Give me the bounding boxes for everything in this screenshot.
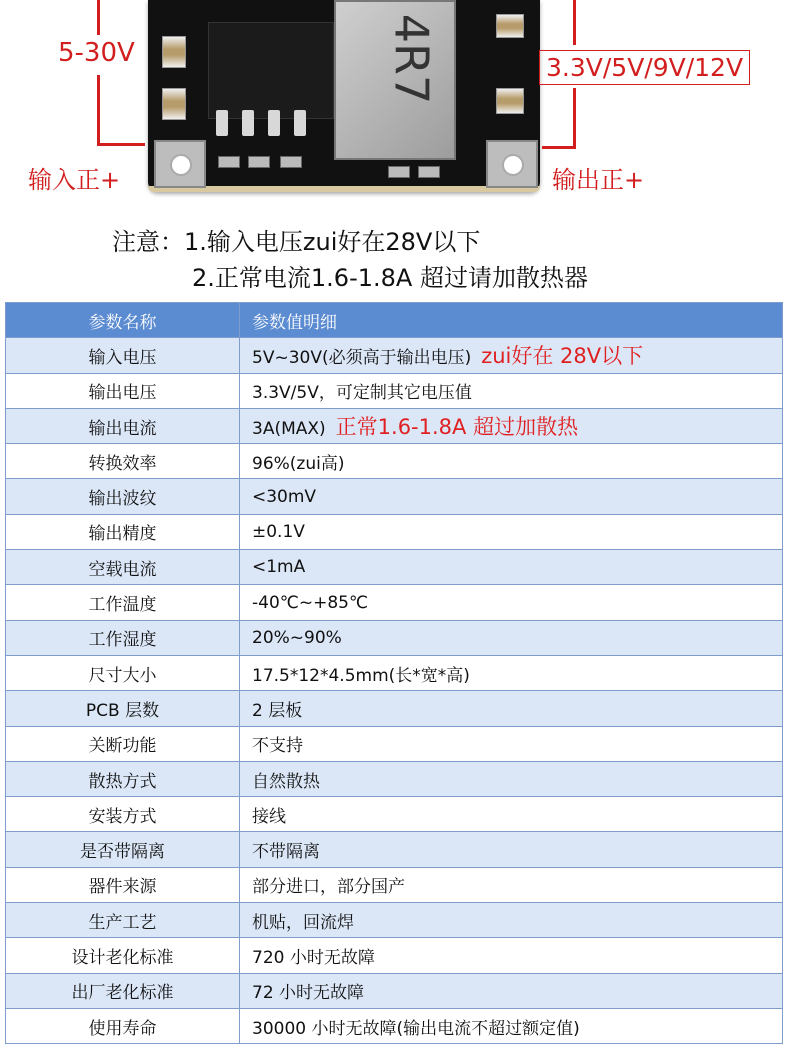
input-positive-label: 输入正+: [28, 166, 121, 194]
param-value-cell: [240, 726, 783, 761]
table-row: [6, 408, 783, 443]
input-pad: [154, 140, 206, 188]
table-row: [6, 338, 783, 373]
param-name: 尺寸大小: [6, 655, 240, 690]
param-name: 是否带隔离: [6, 832, 240, 867]
param-value: <1mA: [252, 557, 306, 578]
param-value: 30000 小时无故障(输出电流不超过额定值): [252, 1018, 580, 1039]
output-positive-label: 输出正+: [552, 166, 645, 194]
param-name: 输入电压: [6, 338, 240, 373]
param-name: 安装方式: [6, 797, 240, 832]
param-name: PCB 层数: [6, 691, 240, 726]
param-value-cell: [240, 408, 783, 443]
param-value-cell: [240, 761, 783, 796]
table-row: [6, 1008, 783, 1043]
note-line-1: 注意：1.输入电压zui好在28V以下: [112, 228, 481, 256]
param-name: 输出电压: [6, 373, 240, 408]
param-name: 空载电流: [6, 550, 240, 585]
param-value-cell: [240, 832, 783, 867]
table-row: [6, 620, 783, 655]
param-value-cell: [240, 620, 783, 655]
output-capacitor: [496, 14, 524, 38]
input-range-line: [97, 0, 100, 35]
param-value: 20%~90%: [252, 627, 342, 648]
smd-resistor: [280, 156, 302, 168]
param-name: 关断功能: [6, 726, 240, 761]
param-value-cell: [240, 585, 783, 620]
param-name: 生产工艺: [6, 903, 240, 938]
table-row: [6, 479, 783, 514]
inductor-marking: 4R7: [384, 13, 439, 105]
header-param-name: 参数名称: [6, 303, 240, 338]
pcb-edge: [148, 186, 540, 192]
param-value-cell: [240, 338, 783, 373]
mounting-hole: [502, 154, 524, 176]
param-value-cell: [240, 373, 783, 408]
param-name: 出厂老化标准: [6, 973, 240, 1008]
input-capacitor: [162, 36, 186, 68]
output-capacitor: [496, 88, 524, 114]
param-name: 散热方式: [6, 761, 240, 796]
param-value-cell: [240, 973, 783, 1008]
table-row: [6, 585, 783, 620]
spec-table: [5, 302, 783, 1044]
param-name: 输出电流: [6, 408, 240, 443]
param-value-cell: [240, 867, 783, 902]
param-value-cell: [240, 903, 783, 938]
output-range-line: [573, 88, 576, 148]
chip-pin: [268, 110, 280, 136]
param-name: 工作湿度: [6, 620, 240, 655]
param-value-cell: [240, 550, 783, 585]
inductor: [334, 0, 456, 160]
param-value-cell: [240, 938, 783, 973]
table-row: [6, 867, 783, 902]
param-value: <30mV: [252, 486, 317, 507]
chip-pin: [294, 110, 306, 136]
table-row: [6, 832, 783, 867]
output-pad: [486, 140, 538, 188]
input-capacitor: [162, 88, 186, 120]
param-value-cell: [240, 1008, 783, 1043]
mounting-hole: [170, 154, 192, 176]
param-value: 部分进口，部分国产: [252, 877, 405, 898]
param-highlight-note: zui好在 28V以下: [481, 344, 644, 369]
param-value: -40℃~+85℃: [252, 592, 369, 613]
param-value: 接线: [252, 806, 286, 827]
smd-resistor: [388, 166, 410, 178]
output-options-label: 3.3V/5V/9V/12V: [539, 50, 750, 85]
table-row: [6, 550, 783, 585]
table-row: [6, 444, 783, 479]
table-row: [6, 655, 783, 690]
param-name: 转换效率: [6, 444, 240, 479]
param-value-cell: [240, 655, 783, 690]
input-pointer-line: [97, 143, 145, 146]
param-value: 机贴，回流焊: [252, 912, 354, 933]
param-value: 不支持: [252, 736, 303, 757]
param-value: 2 层板: [252, 700, 303, 721]
input-range-label: 5-30V: [58, 38, 135, 68]
smd-resistor: [248, 156, 270, 168]
output-pointer-line: [542, 146, 576, 149]
param-value: 不带隔离: [252, 842, 320, 863]
table-row: [6, 691, 783, 726]
product-photo: [0, 0, 790, 215]
param-value: ±0.1V: [252, 521, 305, 542]
param-value-cell: [240, 514, 783, 549]
table-row: [6, 973, 783, 1008]
table-row: [6, 761, 783, 796]
param-value: 自然散热: [252, 771, 320, 792]
param-name: 使用寿命: [6, 1008, 240, 1043]
param-value: 3.3V/5V，可定制其它电压值: [252, 383, 472, 404]
output-range-line: [573, 0, 576, 45]
chip-pin: [242, 110, 254, 136]
table-row: [6, 938, 783, 973]
param-name: 器件来源: [6, 867, 240, 902]
param-value: 5V~30V(必须高于输出电压): [252, 348, 472, 369]
smd-resistor: [218, 156, 240, 168]
param-value: 17.5*12*4.5mm(长*宽*高): [252, 665, 470, 686]
param-value-cell: [240, 444, 783, 479]
param-value-cell: [240, 691, 783, 726]
param-value: 72 小时无故障: [252, 983, 365, 1004]
smd-resistor: [418, 166, 440, 178]
param-value: 720 小时无故障: [252, 947, 375, 968]
param-value: 3A(MAX): [252, 419, 326, 440]
param-highlight-note: 正常1.6-1.8A 超过加散热: [335, 415, 579, 440]
header-param-detail: 参数值明细: [240, 303, 783, 338]
table-row: [6, 726, 783, 761]
param-value-cell: [240, 479, 783, 514]
param-name: 输出波纹: [6, 479, 240, 514]
table-row: [6, 373, 783, 408]
table-row: [6, 797, 783, 832]
table-row: [6, 514, 783, 549]
table-header-row: [6, 303, 783, 338]
regulator-chip: [208, 22, 334, 119]
param-value-cell: [240, 797, 783, 832]
spec-table-body: [6, 303, 783, 1044]
note-line-2: 2.正常电流1.6-1.8A 超过请加散热器: [192, 264, 588, 292]
param-name: 设计老化标准: [6, 938, 240, 973]
table-row: [6, 903, 783, 938]
param-name: 输出精度: [6, 514, 240, 549]
pcb-board: [148, 0, 540, 192]
input-range-line: [97, 75, 100, 145]
param-name: 工作温度: [6, 585, 240, 620]
param-value: 96%(zui高): [252, 453, 345, 474]
chip-pin: [216, 110, 228, 136]
